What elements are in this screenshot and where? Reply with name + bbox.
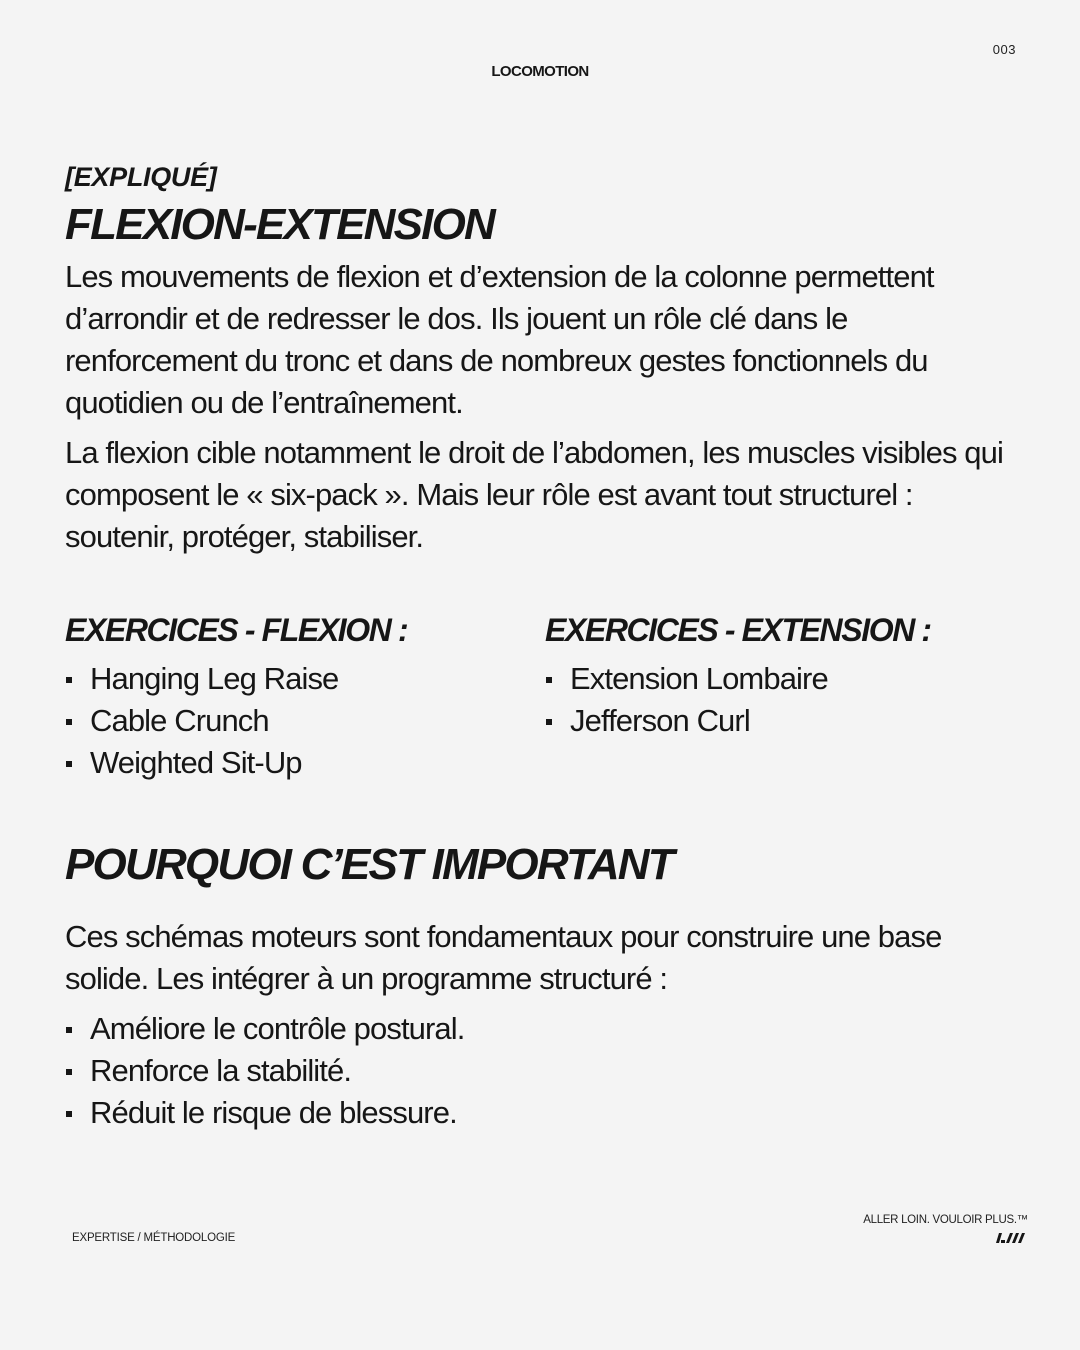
main-content [65, 160, 1025, 1134]
list-item: Weighted Sit-Up [65, 742, 545, 784]
intro-paragraph-1: Les mouvements de flexion et d’extension de la colonne permettent d’arrondir et de redresser le dos. Ils jouent un rôle clé dans le renforcement du tronc et dans de nombreux gestes fonctionnels du quotidien ou de l’entraînement. [65, 259, 934, 420]
flexion-heading: EXERCICES - FLEXION : [65, 612, 408, 648]
importance-heading: POURQUOI C’EST IMPORTANT [65, 840, 673, 889]
list-item: Renforce la stabilité. [65, 1050, 1025, 1092]
page-number: 003 [992, 42, 1016, 57]
exercise-columns [65, 610, 1025, 784]
list-item: Jefferson Curl [545, 700, 1025, 742]
list-item: Améliore le contrôle postural. [65, 1008, 1025, 1050]
list-item: Réduit le risque de blessure. [65, 1092, 1025, 1134]
flexion-list [65, 658, 545, 784]
page-title: FLEXION-EXTENSION [65, 200, 494, 249]
footer-signature [863, 1214, 1028, 1247]
importance-paragraph: Ces schémas moteurs sont fondamentaux pour construire une base solide. Les intégrer à un programme structuré : [65, 919, 942, 996]
intro-paragraph-2: La flexion cible notamment le droit de l’abdomen, les muscles visibles qui composent le « six-pack ». Mais leur rôle est avant tout structurel : soutenir, protéger, stabiliser. [65, 435, 1003, 554]
importance-list [65, 1008, 1025, 1134]
list-item: Hanging Leg Raise [65, 658, 545, 700]
extension-list [545, 658, 1025, 742]
footer-category: EXPERTISE / MÉTHODOLOGIE [72, 1232, 236, 1244]
footer-tagline: ALLER LOIN. VOULOIR PLUS.™ [863, 1214, 1028, 1226]
list-item: Cable Crunch [65, 700, 545, 742]
extension-heading: EXERCICES - EXTENSION : [545, 612, 931, 648]
extension-column [545, 610, 1025, 784]
list-item: Extension Lombaire [545, 658, 1025, 700]
eyebrow-label: [EXPLIQUÉ] [65, 162, 217, 192]
brand-logo: LOCOMOTION [491, 63, 589, 80]
flexion-column [65, 610, 545, 784]
slash-stripes-logo-icon [994, 1232, 1028, 1247]
